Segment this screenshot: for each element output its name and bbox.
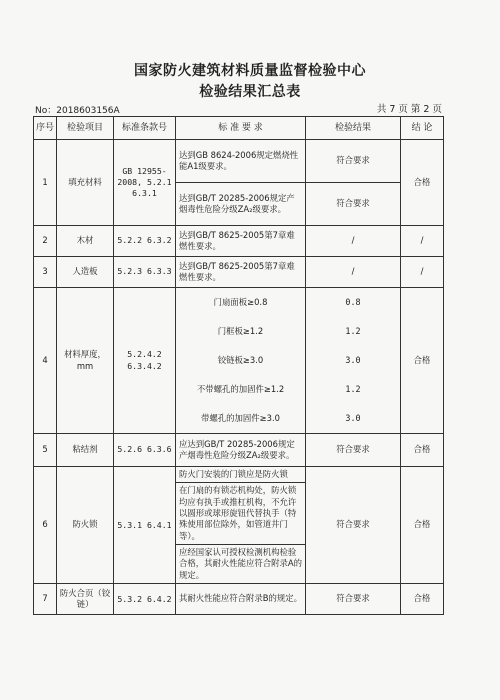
col-header-clause: 标准条款号 bbox=[114, 117, 176, 140]
row-no: 3 bbox=[34, 257, 57, 288]
row-requirement: 达到GB/T 20285-2006规定产烟毒性危险分级ZA₂级要求。 bbox=[176, 183, 306, 226]
row-clause: 5.2.6 6.3.6 bbox=[114, 434, 176, 467]
page-info: 共 7 页 第 2 页 bbox=[376, 104, 442, 115]
row-clause: 5.2.4.2 6.3.4.2 bbox=[114, 288, 176, 434]
row-item: 材料厚度，mm bbox=[57, 288, 114, 434]
row-result: 符合要求 bbox=[306, 584, 401, 615]
center-title: 国家防火建筑材料质量监督检验中心 bbox=[134, 63, 366, 79]
row-no: 2 bbox=[34, 226, 57, 257]
row-item: 填充材料 bbox=[57, 140, 114, 226]
row-requirement: 带螺孔的加固件≥3.0 bbox=[176, 404, 306, 434]
col-header-requirement: 标 准 要 求 bbox=[176, 117, 306, 140]
row-requirement: 达到GB 8624-2006规定燃烧性能A1级要求。 bbox=[176, 140, 306, 183]
row-conclusion: 合格 bbox=[401, 584, 444, 615]
row-no: 4 bbox=[34, 288, 57, 434]
row-result: 1.2 bbox=[306, 317, 401, 346]
row-clause: 5.2.2 6.3.2 bbox=[114, 226, 176, 257]
row-requirement: 铰链板≥3.0 bbox=[176, 346, 306, 375]
row-conclusion: / bbox=[401, 257, 444, 288]
row-clause: 5.2.3 6.3.3 bbox=[114, 257, 176, 288]
table-header-row bbox=[34, 117, 444, 140]
col-header-conclusion: 结 论 bbox=[401, 117, 444, 140]
row-item: 人造板 bbox=[57, 257, 114, 288]
row-item: 木材 bbox=[57, 226, 114, 257]
row-result: 符合要求 bbox=[306, 183, 401, 226]
row-no: 1 bbox=[34, 140, 57, 226]
row-clause: 5.3.1 6.4.1 bbox=[114, 467, 176, 584]
row-conclusion: 合格 bbox=[401, 288, 444, 434]
table-row bbox=[34, 140, 444, 183]
row-item: 防火锁 bbox=[57, 467, 114, 584]
row-result: 1.2 bbox=[306, 375, 401, 404]
table-row bbox=[34, 257, 444, 288]
row-result: 符合要求 bbox=[306, 434, 401, 467]
row-conclusion: 合格 bbox=[401, 467, 444, 584]
row-result: / bbox=[306, 257, 401, 288]
table-title: 检验结果汇总表 bbox=[199, 84, 301, 100]
row-requirement: 达到GB/T 8625-2005第7章难燃性要求。 bbox=[176, 257, 306, 288]
row-conclusion: 合格 bbox=[401, 140, 444, 226]
table-row bbox=[34, 226, 444, 257]
table-row bbox=[34, 434, 444, 467]
document-number: No：2018603156A bbox=[35, 106, 120, 116]
row-requirement: 门框板≥1.2 bbox=[176, 317, 306, 346]
row-requirement: 在门扇的有锁芯机构处，防火锁均应有执手或推杠机构，不允许以圆形或球形旋钮代替执手（特殊使用部位除外，如管道井门等）。 bbox=[176, 483, 305, 545]
row-clause: GB 12955-2008, 5.2.1 6.3.1 bbox=[114, 140, 176, 226]
row-result: 符合要求 bbox=[306, 467, 401, 584]
row-requirement: 其耐火性能应符合附录B的规定。 bbox=[176, 584, 306, 615]
col-header-no: 序号 bbox=[34, 117, 57, 140]
row-requirement: 应达到GB/T 20285-2006规定产烟毒性危险分级ZA₂级要求。 bbox=[176, 434, 306, 467]
row-requirement-group bbox=[176, 467, 306, 584]
row-clause: 5.3.2 6.4.2 bbox=[114, 584, 176, 615]
row-requirement: 不带螺孔的加固件≥1.2 bbox=[176, 375, 306, 404]
row-result: 0.8 bbox=[306, 288, 401, 318]
row-requirement: 达到GB/T 8625-2005第7章难燃性要求。 bbox=[176, 226, 306, 257]
row-conclusion: / bbox=[401, 226, 444, 257]
row-requirement: 防火门安装的门锁应是防火锁 bbox=[176, 467, 305, 483]
table-row bbox=[34, 288, 444, 318]
row-no: 5 bbox=[34, 434, 57, 467]
results-table bbox=[33, 116, 444, 615]
row-conclusion: 合格 bbox=[401, 434, 444, 467]
row-result: 符合要求 bbox=[306, 140, 401, 183]
row-result: 3.0 bbox=[306, 346, 401, 375]
col-header-result: 检验结果 bbox=[306, 117, 401, 140]
row-item: 粘结剂 bbox=[57, 434, 114, 467]
row-result: 3.0 bbox=[306, 404, 401, 434]
row-requirement: 门扇面板≥0.8 bbox=[176, 288, 306, 318]
row-no: 6 bbox=[34, 467, 57, 584]
row-item: 防火合页（铰链） bbox=[57, 584, 114, 615]
table-row bbox=[34, 467, 444, 584]
table-row bbox=[34, 584, 444, 615]
col-header-item: 检验项目 bbox=[57, 117, 114, 140]
row-no: 7 bbox=[34, 584, 57, 615]
row-requirement: 应经国家认可授权检测机构检验合格，其耐火性能应符合附录A的规定。 bbox=[179, 547, 302, 580]
row-result: / bbox=[306, 226, 401, 257]
